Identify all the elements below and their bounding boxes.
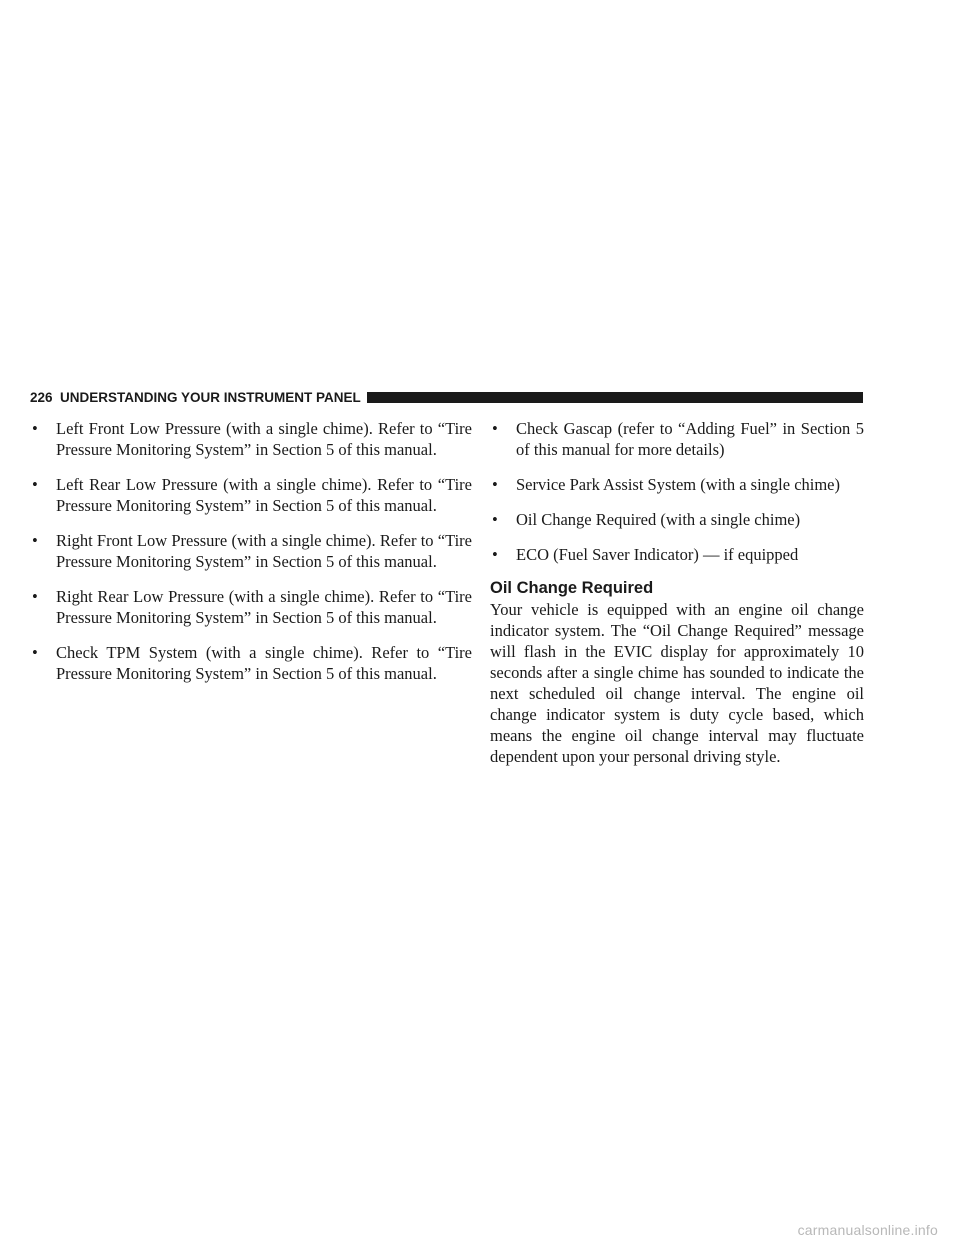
page-number: 226: [30, 389, 53, 405]
bullet-item: [30, 474, 472, 516]
bullet-text: Left Rear Low Pressure (with a single chime). Refer to “Tire Pressure Monitoring System” in Section 5 of this manual.: [56, 475, 472, 515]
bullet-icon: •: [32, 419, 38, 438]
bullet-item: [490, 509, 864, 530]
bullet-text: Check Gascap (refer to “Adding Fuel” in Section 5 of this manual for more details): [516, 419, 864, 459]
bullet-item: [490, 474, 864, 495]
bullet-text: Right Front Low Pressure (with a single chime). Refer to “Tire Pressure Monitoring System” in Section 5 of this manual.: [56, 531, 472, 571]
left-column: [30, 418, 472, 698]
right-column: [490, 418, 864, 767]
watermark: carmanualsonline.info: [797, 1222, 938, 1238]
bullet-item: [30, 586, 472, 628]
bullet-item: [30, 530, 472, 572]
bullet-text: Oil Change Required (with a single chime): [516, 510, 801, 529]
bullet-text: Service Park Assist System (with a single chime): [516, 475, 840, 494]
bullet-icon: •: [32, 587, 38, 606]
body-paragraph: Your vehicle is equipped with an engine oil change indicator system. The “Oil Change Required” message will flash in the EVIC display for approximately 10 seconds after a single chime has sounded to indicate the next scheduled oil change interval. The engine oil change indicator system is duty cycle based, which means the engine oil change interval may fluctuate dependent upon your personal driving style.: [490, 600, 864, 766]
bullet-icon: •: [492, 545, 498, 564]
bullet-icon: •: [492, 475, 498, 494]
page-header-text: [30, 390, 367, 405]
bullet-text: Check TPM System (with a single chime). Refer to “Tire Pressure Monitoring System” in Section 5 of this manual.: [56, 643, 472, 683]
bullet-item: [490, 418, 864, 460]
bullet-item: [490, 544, 864, 565]
page-header: [30, 390, 863, 404]
bullet-text: Right Rear Low Pressure (with a single chime). Refer to “Tire Pressure Monitoring System” in Section 5 of this manual.: [56, 587, 472, 627]
bullet-icon: •: [492, 419, 498, 438]
bullet-item: [30, 642, 472, 684]
bullet-icon: •: [32, 531, 38, 550]
bullet-item: [30, 418, 472, 460]
bullet-icon: •: [32, 475, 38, 494]
bullet-icon: •: [32, 643, 38, 662]
bullet-text: ECO (Fuel Saver Indicator) — if equipped: [516, 545, 799, 564]
section-heading: Oil Change Required: [490, 579, 654, 597]
section-title: UNDERSTANDING YOUR INSTRUMENT PANEL: [60, 389, 361, 405]
header-rule: [367, 392, 863, 403]
bullet-text: Left Front Low Pressure (with a single chime). Refer to “Tire Pressure Monitoring System” in Section 5 of this manual.: [56, 419, 472, 459]
bullet-icon: •: [492, 510, 498, 529]
